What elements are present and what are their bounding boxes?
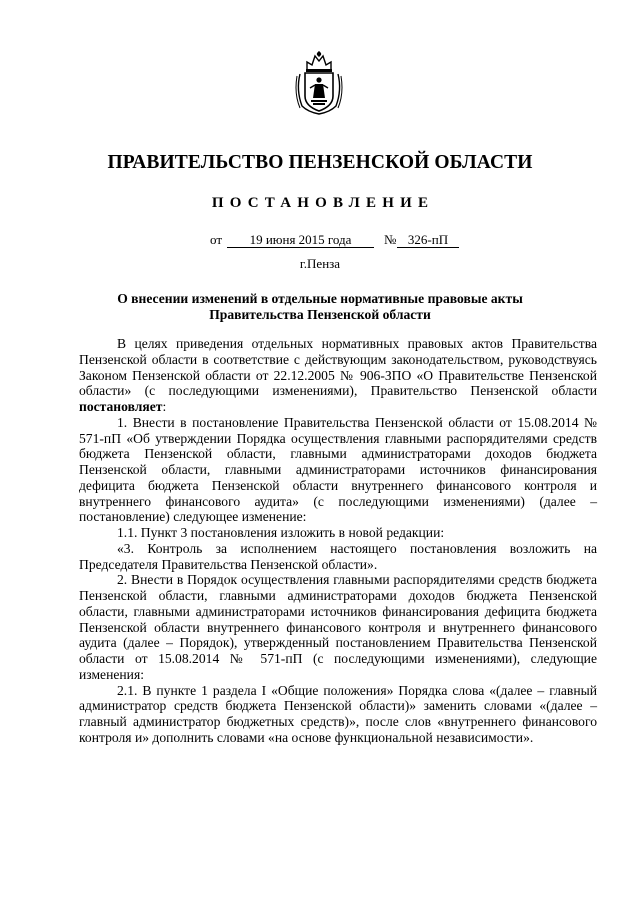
decree-date: 19 июня 2015 года bbox=[227, 232, 374, 248]
city: г.Пенза bbox=[299, 256, 341, 271]
date-prefix: от bbox=[210, 232, 223, 247]
decree-number: 326-пП bbox=[397, 232, 459, 248]
item-1-1: 1.1. Пункт 3 постановления изложить в новой редакции: bbox=[117, 525, 445, 540]
preamble-keyword: постановляет bbox=[79, 399, 163, 414]
item-2: 2. Внести в Порядок осуществления главными распорядителями средств бюджета Пензенской области, главными администраторами доходов бюджета Пензенской области, главными администраторами источников финансирования дефицита бюджета Пензенской области внутреннего финансового контроля и внутреннего финансового аудита (далее – Порядок), утвержденный постановлением Правительства Пензенской области от 15.08.2014 № 571-пП (с последующими изменениями), следующие изменения: bbox=[79, 572, 597, 682]
penza-region-coat-of-arms-icon bbox=[294, 50, 344, 116]
item-1-1-text: «3. Контроль за исполнением настоящего постановления возложить на Председателя Правительства Пензенской области». bbox=[79, 540, 597, 572]
government-name: ПРАВИТЕЛЬСТВО ПЕНЗЕНСКОЙ ОБЛАСТИ bbox=[107, 152, 533, 173]
title-line-1: О внесении изменений в отдельные нормативные правовые акты bbox=[117, 291, 523, 306]
item-1: 1. Внести в постановление Правительства Пензенской области от 15.08.2014 № 571-пП «Об утверждении Порядка осуществления главными распорядителями средств бюджета Пензенской области, главными администраторами доходов бюджета Пензенской области, главными администраторами источников финансирования дефицита бюджета Пензенской области внутреннего финансового контроля и внутреннего финансового аудита» (с последующими изменениями) (далее – постановление) следующее изменение: bbox=[79, 414, 597, 525]
document-body bbox=[79, 336, 597, 746]
decree-type: ПОСТАНОВЛЕНИЕ bbox=[211, 195, 435, 211]
title-line-2: Правительства Пензенской области bbox=[209, 306, 431, 322]
number-prefix: № bbox=[384, 232, 397, 247]
preamble-end: : bbox=[162, 399, 167, 414]
preamble-text: В целях приведения отдельных нормативных правовых актов Правительства Пензенской области в соответствие с действующим законодательством, руководствуясь Законом Пензенской области от 22.12.2005 № 906-ЗПО «О Правительстве Пензенской области» (с последующими изменениями), Правительство Пензенской области bbox=[79, 336, 597, 399]
item-2-1: 2.1. В пункте 1 раздела I «Общие положения» Порядка слова «(далее – главный администратор средств бюджета Пензенской области)» заменить словами «(далее – главный администратор бюджетных средств)», после слов «внутреннего финансового контроля и» дополнить словами «на основе функциональной независимости». bbox=[79, 682, 597, 745]
preamble-paragraph bbox=[79, 336, 597, 415]
document-title bbox=[80, 291, 560, 322]
